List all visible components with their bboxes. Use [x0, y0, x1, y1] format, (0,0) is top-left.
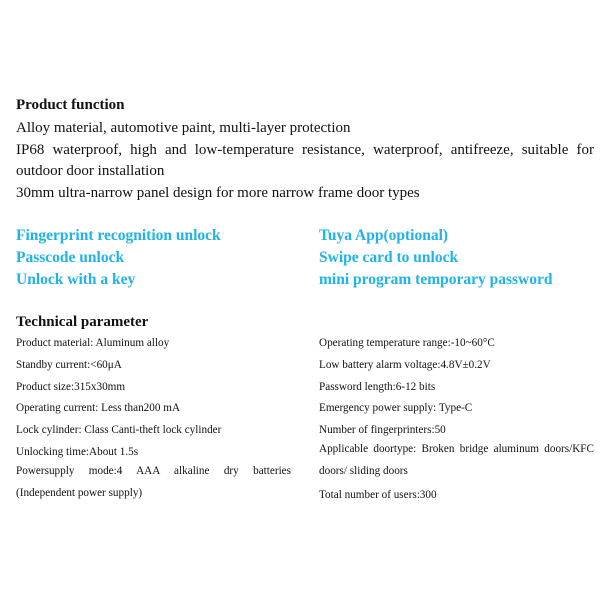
param-password-length: Password length:6-12 bits — [319, 381, 436, 393]
param-total-users: Total number of users:300 — [319, 489, 437, 501]
param-standby-current: Standby current:<60μA — [16, 359, 122, 371]
feature-temporary-password: mini program temporary password — [319, 271, 553, 288]
param-unlocking-time: Unlocking time:About 1.5s — [16, 446, 139, 458]
param-product-size: Product size:315x30mm — [16, 381, 126, 393]
feature-passcode-unlock: Passcode unlock — [16, 249, 125, 266]
feature-tuya-app: Tuya App(optional) — [319, 227, 449, 244]
param-operating-current: Operating current: Less than200 mA — [16, 402, 181, 414]
feature-fingerprint-unlock: Fingerprint recognition unlock — [16, 227, 221, 244]
param-applicable-doortype: Applicable doortype: Broken bridge aluminum doors/KFC doors/ sliding doors — [319, 443, 594, 477]
param-fingerprint-count: Number of fingerprinters:50 — [319, 424, 446, 436]
feature-swipe-card: Swipe card to unlock — [319, 249, 459, 266]
param-operating-temperature: Operating temperature range:-10~60°C — [319, 337, 495, 349]
product-function-line: Alloy material, automotive paint, multi-layer protection — [16, 120, 351, 136]
product-function-body — [16, 118, 594, 204]
param-low-battery-voltage: Low battery alarm voltage:4.8V±0.2V — [319, 359, 491, 371]
feature-key-unlock: Unlock with a key — [16, 271, 136, 288]
technical-parameter-title: Technical parameter — [16, 314, 149, 330]
product-function-line: 30mm ultra-narrow panel design for more narrow frame door types — [16, 184, 420, 201]
param-product-material: Product material: Aluminum alloy — [16, 337, 170, 349]
param-emergency-power: Emergency power supply: Type-C — [319, 402, 473, 414]
product-function-title: Product function — [16, 97, 125, 113]
param-lock-cylinder: Lock cylinder: Class Canti-theft lock cylinder — [16, 424, 222, 436]
param-power-supply: Powersupply mode:4 AAA alkaline dry batteries (Independent power supply) — [16, 465, 291, 499]
product-function-line: IP68 waterproof, high and low-temperature resistance, waterproof, antifreeze, suitable for outdoor door installation — [16, 141, 594, 179]
